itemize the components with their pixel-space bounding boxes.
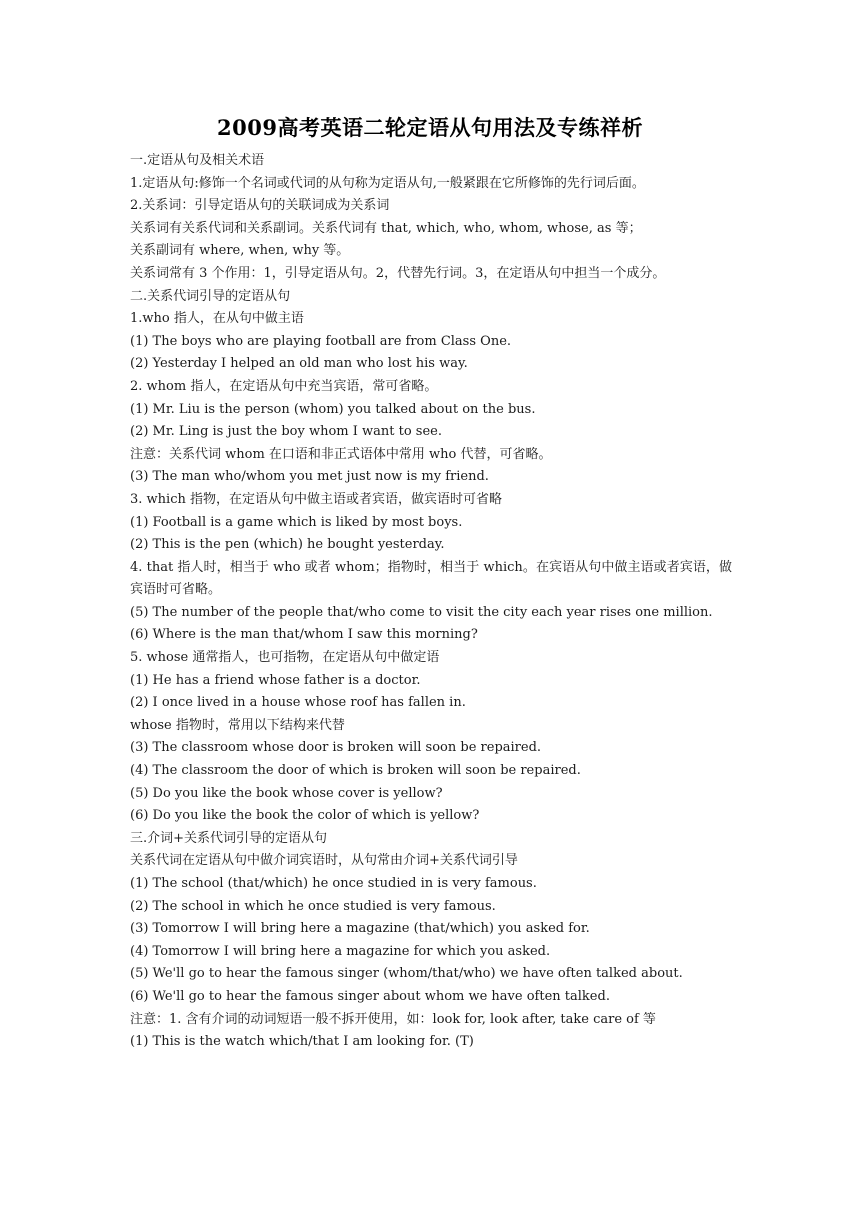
text-line: 4. that 指人时，相当于 who 或者 whom；指物时，相当于 which。在宾语从句中做主语或者宾语，做宾语时可省略。 bbox=[130, 559, 732, 598]
text-line: (6) Where is the man that/whom I saw this morning? bbox=[130, 627, 478, 643]
text-line: (1) Mr. Liu is the person (whom) you talked about on the bus. bbox=[130, 401, 536, 417]
text-line: 1.who 指人，在从句中做主语 bbox=[130, 311, 304, 327]
text-line: (2) Mr. Ling is just the boy whom I want to see. bbox=[130, 424, 442, 440]
text-line: 一.定语从句及相关术语 bbox=[130, 153, 265, 168]
text-line: (2) The school in which he once studied is very famous. bbox=[130, 898, 496, 914]
document-body bbox=[130, 150, 732, 1054]
text-line: (6) We'll go to hear the famous singer about whom we have often talked. bbox=[130, 988, 610, 1004]
text-line: (1) The boys who are playing football are from Class One. bbox=[130, 333, 512, 349]
text-line: (2) This is the pen (which) he bought yesterday. bbox=[130, 537, 445, 553]
text-line: 2.关系词：引导定语从句的关联词成为关系词 bbox=[130, 198, 390, 214]
text-line: (4) Tomorrow I will bring here a magazine for which you asked. bbox=[130, 943, 551, 959]
text-line: 二.关系代词引导的定语从句 bbox=[130, 288, 291, 304]
text-line: (2) I once lived in a house whose roof has fallen in. bbox=[130, 695, 466, 711]
text-line: 注意：1. 含有介词的动词短语一般不拆开使用，如：look for, look after, take care of 等 bbox=[130, 1011, 656, 1027]
text-line: whose 指物时，常用以下结构来代替 bbox=[130, 717, 345, 733]
text-line: (1) He has a friend whose father is a doctor. bbox=[130, 672, 421, 688]
text-line: 关系代词在定语从句中做介词宾语时，从句常由介词+关系代词引导 bbox=[130, 853, 518, 869]
text-line: (1) Football is a game which is liked by most boys. bbox=[130, 514, 463, 530]
text-line: (1) This is the watch which/that I am looking for. (T) bbox=[130, 1034, 474, 1050]
document-title: 2009高考英语二轮定语从句用法及专练祥析 bbox=[217, 115, 643, 140]
text-line: 注意：关系代词 whom 在口语和非正式语体中常用 who 代替，可省略。 bbox=[130, 446, 552, 462]
text-line: (3) The classroom whose door is broken will soon be repaired. bbox=[130, 740, 542, 756]
text-line: (5) Do you like the book whose cover is yellow? bbox=[130, 785, 443, 801]
text-line: 关系词常有 3 个作用：1，引导定语从句。2，代替先行词。3，在定语从句中担当一个成分。 bbox=[130, 265, 666, 281]
text-line: 关系词有关系代词和关系副词。关系代词有 that, which, who, whom, whose, as 等； bbox=[130, 220, 642, 236]
text-line: (2) Yesterday I helped an old man who lost his way. bbox=[130, 356, 468, 372]
text-line: (6) Do you like the book the color of which is yellow? bbox=[130, 808, 480, 824]
text-line: 三.介词+关系代词引导的定语从句 bbox=[130, 830, 328, 846]
text-line: 5. whose 通常指人，也可指物，在定语从句中做定语 bbox=[130, 650, 440, 666]
text-line: 关系副词有 where, when, why 等。 bbox=[130, 243, 350, 259]
text-line: 3. which 指物，在定语从句中做主语或者宾语，做宾语时可省略 bbox=[130, 491, 502, 507]
text-line: (5) The number of the people that/who come to visit the city each year rises one million. bbox=[130, 604, 713, 620]
text-line: (1) The school (that/which) he once studied in is very famous. bbox=[130, 876, 537, 891]
text-line: (3) The man who/whom you met just now is my friend. bbox=[130, 469, 489, 485]
text-line: (3) Tomorrow I will bring here a magazine (that/which) you asked for. bbox=[130, 921, 590, 937]
text-line: 2. whom 指人，在定语从句中充当宾语，常可省略。 bbox=[130, 378, 438, 394]
text-line: 1.定语从句:修饰一个名词或代词的从句称为定语从句,一般紧跟在它所修饰的先行词后面。 bbox=[130, 175, 645, 191]
text-line: (4) The classroom the door of which is broken will soon be repaired. bbox=[130, 763, 581, 779]
text-line: (5) We'll go to hear the famous singer (whom/that/who) we have often talked about. bbox=[130, 966, 683, 982]
